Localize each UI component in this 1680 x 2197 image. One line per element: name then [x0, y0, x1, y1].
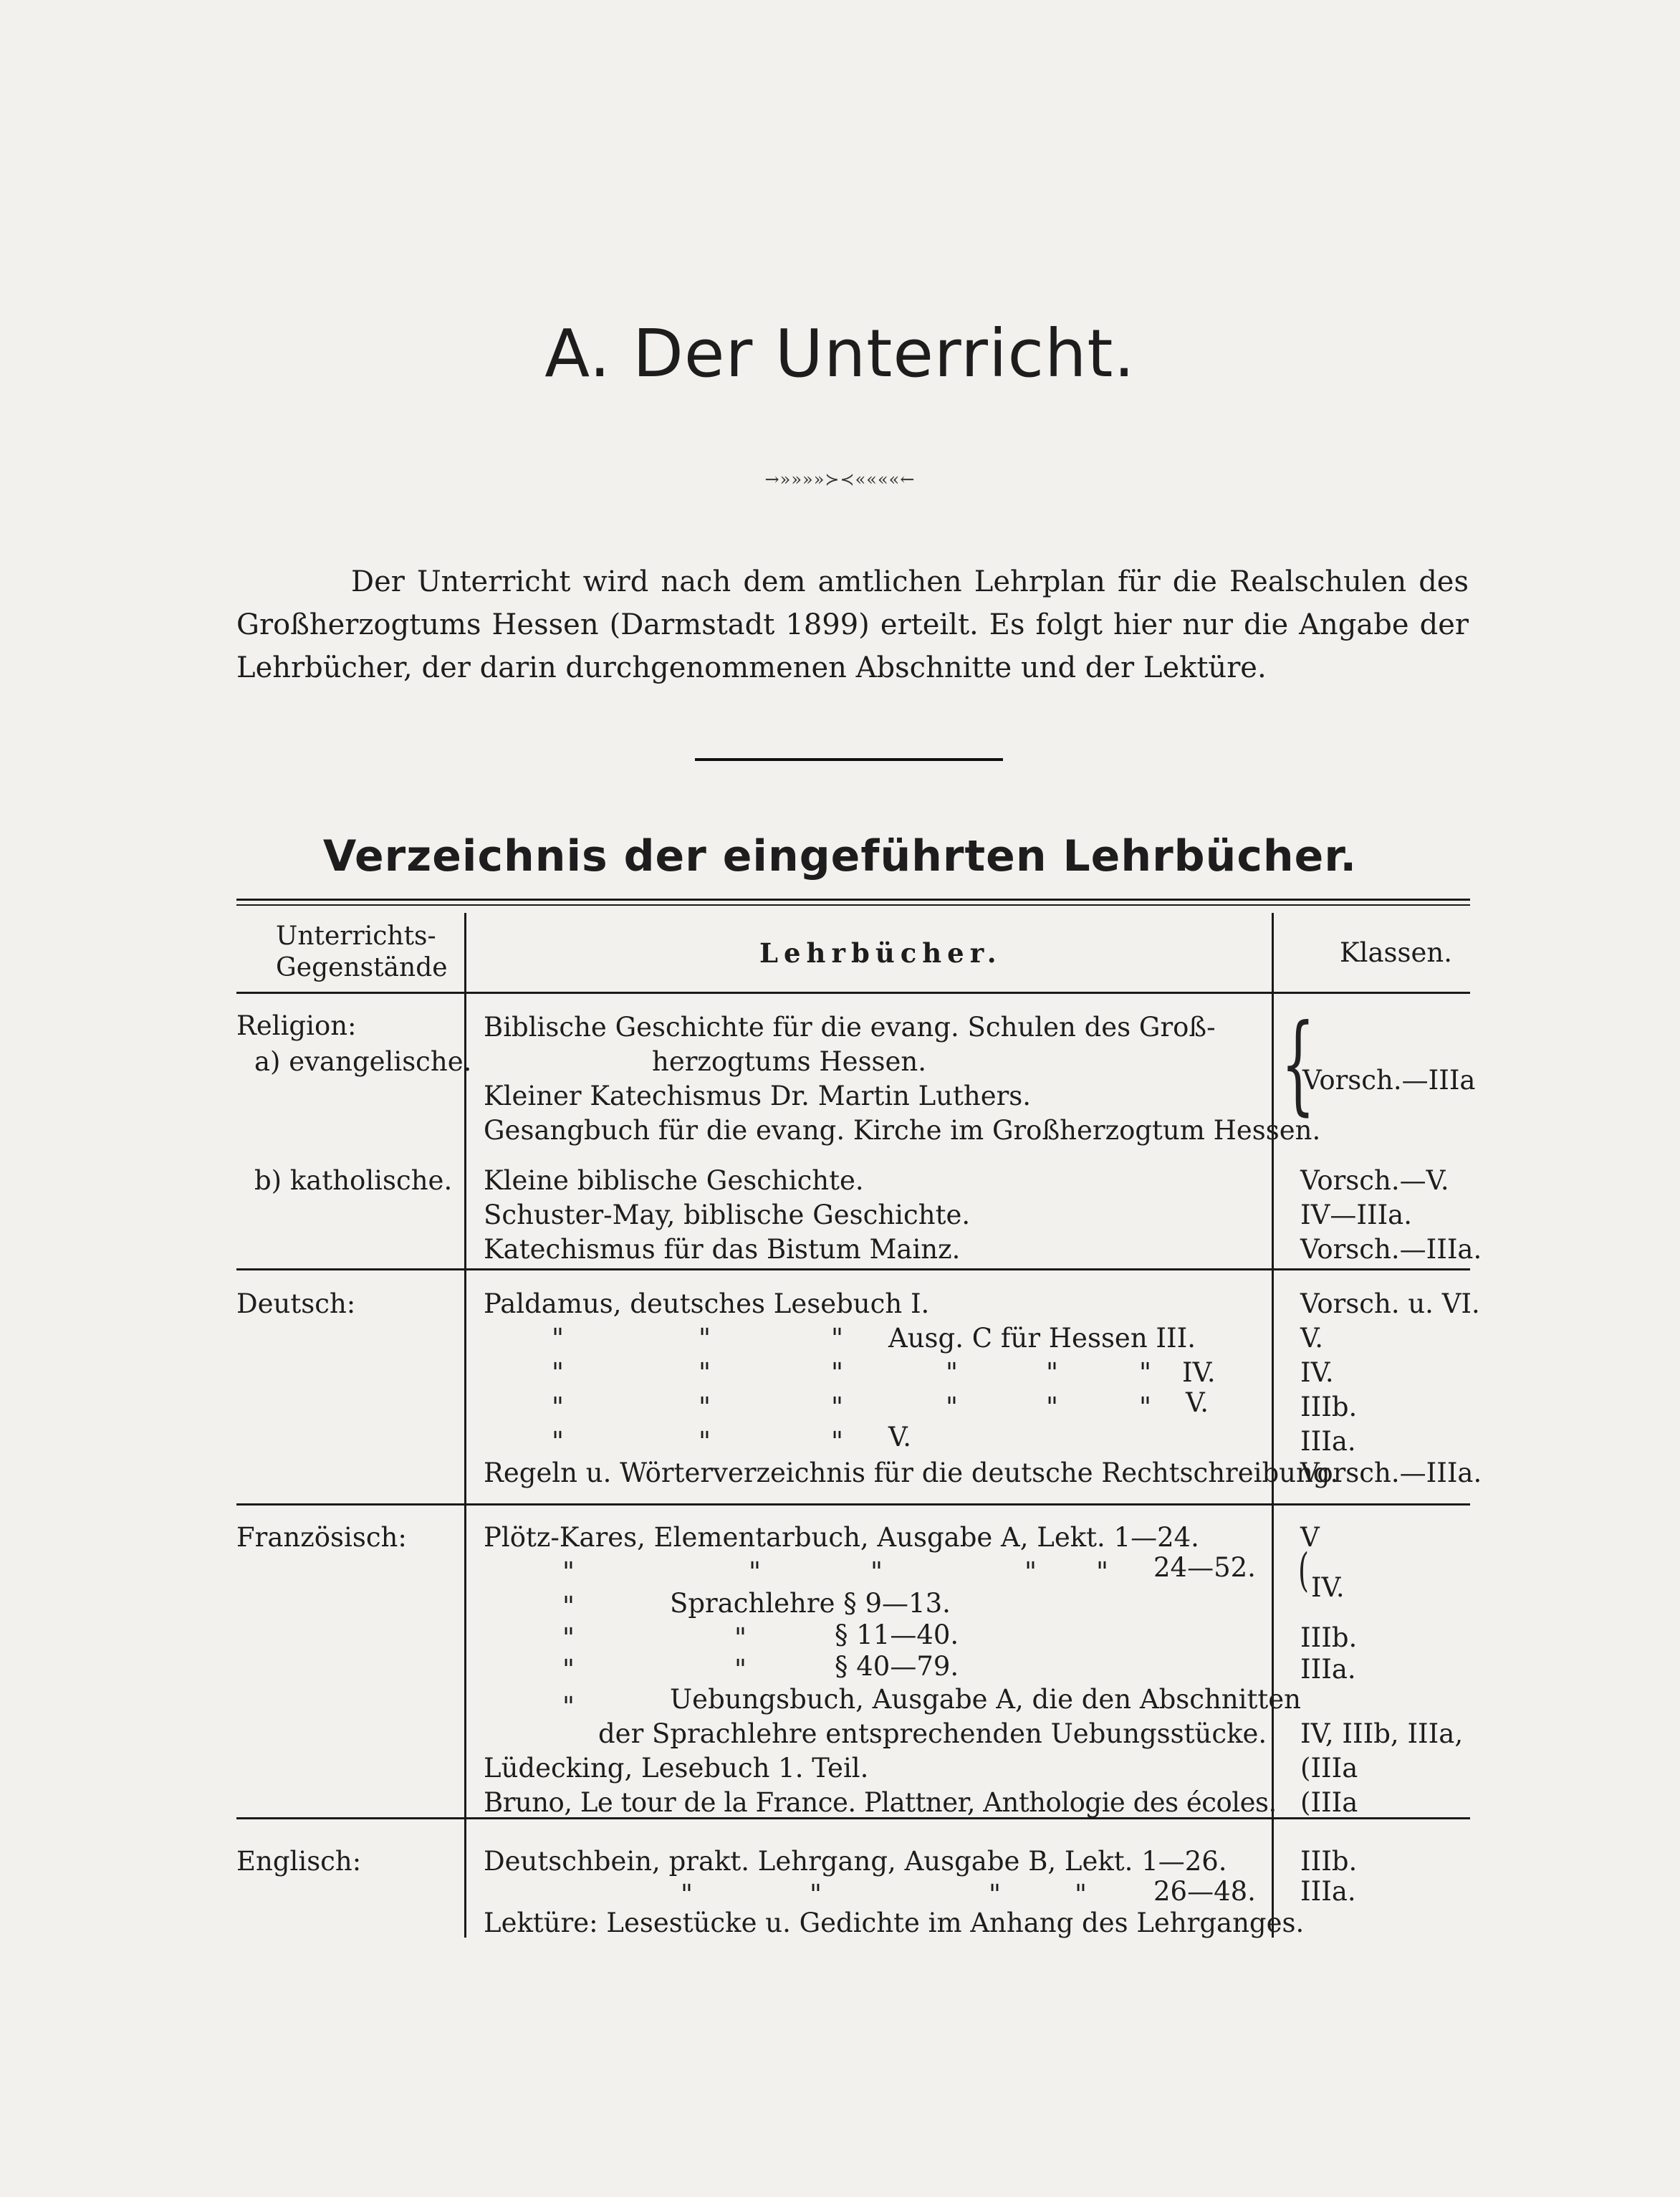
intro-text: Der Unterricht wird nach dem amtlichen Lehrplan für die Realschulen des Großherzogtums Hessen (Darmstadt 1899) erteilt. Es folgt hier nur die Angabe der Lehrbücher, der darin durchgenommenen Abschnitte und der Lektüre. — [236, 565, 1469, 684]
subject-deutsch: Deutsch: — [236, 1288, 356, 1319]
brace-symbol: { — [1281, 1002, 1315, 1126]
ditto-mark: " — [699, 1323, 711, 1354]
class-cell: IIIa. — [1300, 1654, 1356, 1685]
book-line: Uebungsbuch, Ausgabe A, die den Abschnitten — [670, 1684, 1301, 1715]
ditto-mark: " — [734, 1654, 747, 1685]
class-cell: IIIa. — [1300, 1426, 1356, 1457]
header-classes: Klassen. — [1340, 937, 1452, 968]
column-rule-2 — [1272, 913, 1274, 1938]
ditto-mark: " — [1046, 1357, 1059, 1388]
row-rule-1 — [236, 1268, 1470, 1270]
book-line: 24—52. — [1153, 1552, 1256, 1583]
ditto-mark: " — [989, 1879, 1002, 1910]
book-line: IV. — [1182, 1357, 1216, 1388]
book-line: Biblische Geschichte für die evang. Schulen des Groß- — [484, 1012, 1216, 1043]
book-line: § 40—79. — [835, 1651, 959, 1682]
class-cell: Vorsch.—V. — [1300, 1165, 1449, 1196]
book-line: Bruno, Le tour de la France. Plattner, Anthologie des écoles. — [484, 1787, 1277, 1818]
class-cell: IV. — [1300, 1357, 1334, 1388]
ditto-mark: " — [562, 1654, 575, 1685]
book-line: herzogtums Hessen. — [652, 1046, 927, 1077]
class-cell: (IIIa — [1300, 1753, 1358, 1784]
book-line: Deutschbein, prakt. Lehrgang, Ausgabe B, Lekt. 1—26. — [484, 1846, 1227, 1877]
class-cell: V — [1300, 1522, 1320, 1553]
ditto-mark: " — [562, 1556, 575, 1587]
class-cell: IIIb. — [1300, 1622, 1358, 1653]
ditto-mark: " — [1139, 1392, 1152, 1422]
class-cell: (IIIa — [1300, 1787, 1358, 1818]
ditto-mark: " — [1046, 1392, 1059, 1422]
book-line: Lüdecking, Lesebuch 1. Teil. — [484, 1753, 869, 1784]
ditto-mark: " — [831, 1357, 844, 1388]
book-line: Regeln u. Wörterverzeichnis für die deutsche Rechtschreibung. — [484, 1458, 1339, 1488]
class-cell: IV—IIIa. — [1300, 1200, 1413, 1230]
book-line: Kleine biblische Geschichte. — [484, 1165, 864, 1196]
subject-religion-kath: b) katholische. — [254, 1165, 453, 1196]
book-line: Kleiner Katechismus Dr. Martin Luthers. — [484, 1081, 1032, 1111]
ornament-divider: →»»»»≻≺««««← — [764, 469, 916, 489]
class-cell: Vorsch. u. VI. — [1300, 1288, 1480, 1319]
class-cell: IV, IIIb, IIIa, — [1300, 1718, 1464, 1749]
header-books: Lehrbücher. — [759, 937, 1002, 969]
ditto-mark: " — [552, 1323, 565, 1354]
ditto-mark: " — [734, 1622, 747, 1653]
book-line: Schuster-May, biblische Geschichte. — [484, 1200, 971, 1230]
class-cell: Vorsch.—IIIa — [1302, 1065, 1476, 1096]
ditto-mark: " — [552, 1426, 565, 1457]
subject-franzoesisch: Französisch: — [236, 1522, 407, 1553]
class-cell: V. — [1300, 1323, 1324, 1354]
ditto-mark: " — [1075, 1879, 1088, 1910]
book-line: Paldamus, deutsches Lesebuch I. — [484, 1288, 930, 1319]
class-cell: Vorsch.—IIIa. — [1300, 1234, 1482, 1265]
ditto-mark: " — [749, 1556, 762, 1587]
ditto-mark: " — [946, 1392, 959, 1422]
ditto-mark: " — [946, 1357, 959, 1388]
class-cell: IIIb. — [1300, 1392, 1358, 1422]
table-title: Verzeichnis der eingeführten Lehrbücher. — [322, 831, 1358, 881]
class-cell: Vorsch.—IIIa. — [1300, 1458, 1482, 1488]
book-line: Plötz-Kares, Elementarbuch, Ausgabe A, Lekt. 1—24. — [484, 1522, 1199, 1553]
subject-religion-ev: a) evangelische. — [254, 1046, 472, 1077]
ditto-mark: " — [562, 1591, 575, 1622]
section-divider — [695, 758, 1003, 761]
book-line: Lektüre: Lesestücke u. Gedichte im Anhang des Lehrganges. — [484, 1908, 1305, 1938]
header-subjects: Unterrichts- Gegenstände — [276, 922, 448, 982]
book-line: Sprachlehre § 9—13. — [670, 1588, 951, 1619]
subject-englisch: Englisch: — [236, 1846, 362, 1877]
intro-paragraph — [236, 560, 1469, 689]
ditto-mark: " — [1139, 1357, 1152, 1388]
book-line: Gesangbuch für die evang. Kirche im Großherzogtum Hessen. — [484, 1115, 1321, 1146]
ditto-mark: " — [681, 1879, 693, 1910]
book-line: der Sprachlehre entsprechenden Uebungsstücke. — [598, 1718, 1267, 1749]
page-title: A. Der Unterricht. — [544, 315, 1136, 392]
header-bottom-rule — [236, 992, 1470, 994]
ditto-mark: " — [552, 1392, 565, 1422]
book-line: V. — [1186, 1387, 1209, 1418]
ditto-mark: " — [831, 1323, 844, 1354]
ditto-mark: " — [699, 1392, 711, 1422]
ditto-mark: " — [552, 1357, 565, 1388]
class-cell: IIIb. — [1300, 1846, 1358, 1877]
ditto-mark: " — [831, 1392, 844, 1422]
book-line: § 11—40. — [835, 1619, 959, 1650]
book-line: V. — [888, 1422, 912, 1452]
brace-symbol: ( — [1298, 1544, 1309, 1597]
ditto-mark: " — [1096, 1556, 1109, 1587]
ditto-mark: " — [562, 1691, 575, 1722]
ditto-mark: " — [810, 1879, 822, 1910]
ditto-mark: " — [1024, 1556, 1037, 1587]
book-line: Ausg. C für Hessen III. — [888, 1323, 1196, 1354]
ditto-mark: " — [699, 1357, 711, 1388]
row-rule-2 — [236, 1503, 1470, 1506]
subject-religion: Religion: — [236, 1010, 357, 1041]
table-top-rule — [236, 899, 1470, 901]
ditto-mark: " — [562, 1622, 575, 1653]
class-cell: IV. — [1311, 1572, 1345, 1603]
class-cell: IIIa. — [1300, 1876, 1356, 1907]
book-line: 26—48. — [1153, 1876, 1256, 1907]
table-top-rule-inner — [236, 904, 1470, 906]
ditto-mark: " — [699, 1426, 711, 1457]
ditto-mark: " — [831, 1426, 844, 1457]
ditto-mark: " — [870, 1556, 883, 1587]
book-line: Katechismus für das Bistum Mainz. — [484, 1234, 961, 1265]
